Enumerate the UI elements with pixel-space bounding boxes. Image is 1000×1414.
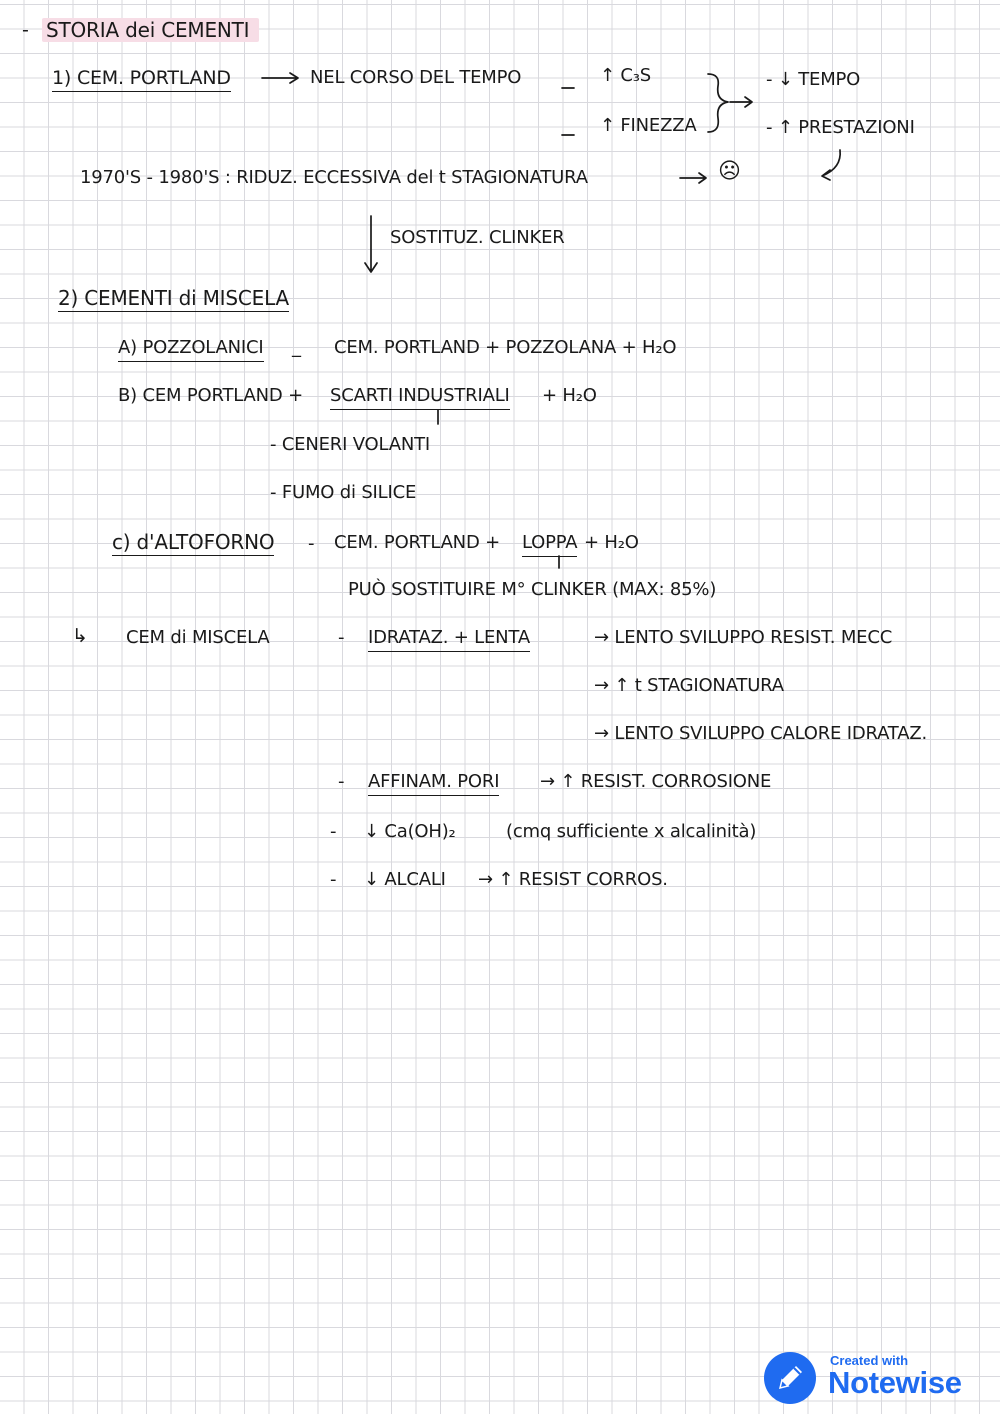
arrow-icon (262, 73, 298, 83)
type-b-item-fumo: - FUMO di SILICE (270, 482, 417, 503)
prop1-dash: - (338, 627, 345, 648)
prop4-effect: → ↑ RESIST CORROS. (478, 869, 668, 890)
notewise-logo (764, 1350, 984, 1406)
section1-effect-tempo: - ↓ TEMPO (766, 69, 861, 90)
curved-arrow-icon (822, 150, 840, 180)
sad-face-icon: ☹ (718, 159, 741, 184)
section1-cause-finezza: ↑ FINEZZA (600, 115, 697, 136)
type-c-tail: + H₂O (584, 532, 639, 553)
type-c-note: PUÒ SOSTITUIRE M° CLINKER (MAX: 85%) (348, 579, 717, 600)
type-c-label: c) d'ALTOFORNO (112, 530, 275, 554)
prop1-effect2: → ↑ t STAGIONATURA (594, 675, 784, 696)
title-dash: - (22, 19, 29, 41)
down-arrow-icon (365, 216, 377, 272)
prop2-effect: → ↑ RESIST. CORROSIONE (540, 771, 772, 792)
page-title: STORIA dei CEMENTI (42, 18, 259, 42)
section1-effect-prestazioni: - ↑ PRESTAZIONI (766, 117, 915, 138)
prop1-text: IDRATAZ. + LENTA (368, 626, 530, 652)
section2-heading: 2) CEMENTI di MISCELA (58, 286, 289, 310)
type-b-item-ceneri: - CENERI VOLANTI (270, 434, 431, 455)
curly-brace-icon (708, 74, 728, 132)
section3-heading: CEM di MISCELA (126, 627, 270, 648)
section1-arrow-text: NEL CORSO DEL TEMPO (310, 67, 522, 88)
type-c-formula: CEM. PORTLAND + (334, 532, 501, 553)
brace-arrow-icon (730, 97, 752, 107)
decade-line: 1970'S - 1980'S : RIDUZ. ECCESSIVA del t STAGIONATURA (80, 167, 588, 188)
logo-caption: Created with (830, 1353, 909, 1368)
prop3-dash: - (330, 821, 337, 842)
type-c-dash: - (308, 533, 315, 554)
type-a-dash: _ (292, 337, 301, 358)
pen-icon (764, 1352, 816, 1404)
section1-cause-c3s: ↑ C₃S (600, 65, 652, 86)
prop4-dash: - (330, 869, 337, 890)
type-c-slag: LOPPA (522, 531, 577, 557)
prop1-effect1: → LENTO SVILUPPO RESIST. MECC (594, 627, 893, 648)
section1-heading: 1) CEM. PORTLAND (52, 66, 231, 92)
prop2-text: AFFINAM. PORI (368, 770, 499, 796)
type-b-waste: SCARTI INDUSTRIALI (330, 384, 510, 410)
prop2-dash: - (338, 771, 345, 792)
section3-arrow: ↳ (72, 625, 88, 647)
prop1-effect3: → LENTO SVILUPPO CALORE IDRATAZ. (594, 723, 927, 744)
arrow-to-sad-icon (680, 173, 706, 183)
prop4-text: ↓ ALCALI (364, 869, 446, 890)
substitution-text: SOSTITUZ. CLINKER (390, 227, 565, 248)
prop3-text: ↓ Ca(OH)₂ (364, 821, 456, 842)
type-b-tail: + H₂O (542, 385, 597, 406)
logo-brand: Notewise (828, 1365, 962, 1400)
type-a-label: A) POZZOLANICI (118, 336, 264, 362)
type-b-label: B) CEM PORTLAND + (118, 385, 303, 406)
prop3-note: (cmq sufficiente x alcalinità) (506, 821, 757, 842)
type-a-formula: CEM. PORTLAND + POZZOLANA + H₂O (334, 337, 677, 358)
